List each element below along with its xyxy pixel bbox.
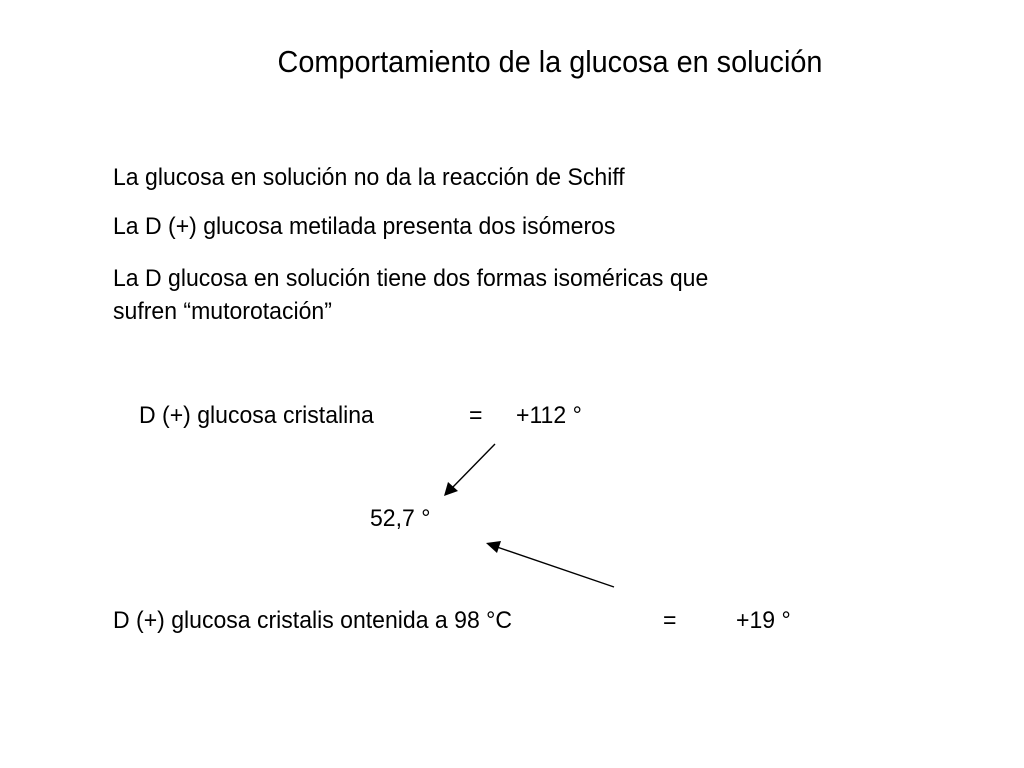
bullet-isomeric-forms-continued: sufren “mutorotación”	[113, 298, 332, 325]
heated-glucose-rotation: +19 °	[736, 607, 791, 634]
arrow-from-heated	[486, 541, 614, 587]
crystalline-glucose-label: D (+) glucosa cristalina	[139, 402, 374, 429]
bullet-isomeric-forms: La D glucosa en solución tiene dos formas isoméricas que	[113, 265, 709, 292]
crystalline-glucose-equals: =	[469, 402, 483, 429]
heated-glucose-label: D (+) glucosa cristalis ontenida a 98 °C	[113, 607, 513, 634]
bullet-schiff-reaction: La glucosa en solución no da la reacción de Schiff	[113, 164, 625, 191]
heated-glucose-equals: =	[663, 607, 677, 634]
crystalline-glucose-rotation: +112 °	[516, 402, 582, 429]
arrow-from-crystalline	[444, 444, 495, 496]
bullet-methylated-isomers: La D (+) glucosa metilada presenta dos isómeros	[113, 213, 616, 240]
equilibrium-rotation: 52,7 °	[370, 505, 431, 532]
slide-title: Comportamiento de la glucosa en solución	[277, 44, 823, 79]
